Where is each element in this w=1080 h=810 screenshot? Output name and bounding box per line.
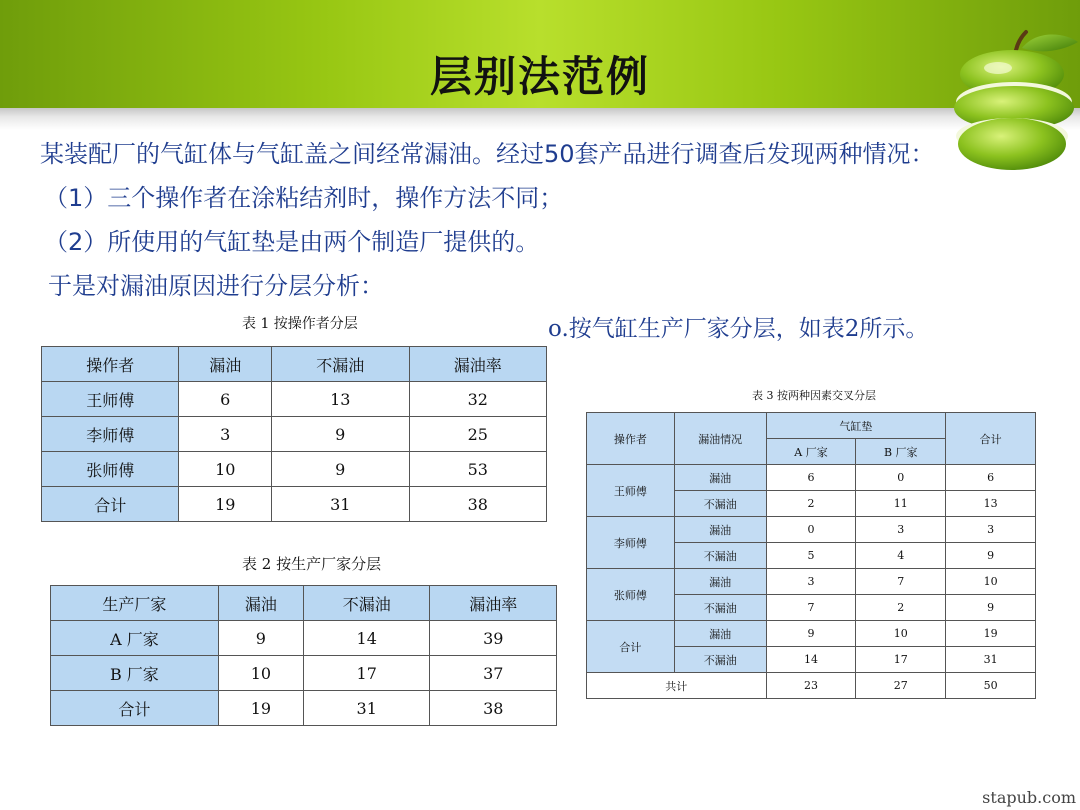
table-cell: 2	[856, 595, 946, 621]
table-cell: 19	[946, 621, 1036, 647]
row-sublabel: 漏油	[674, 517, 766, 543]
banner-shadow	[0, 108, 1080, 130]
row-sublabel: 不漏油	[674, 647, 766, 673]
table-cell: 39	[430, 621, 557, 656]
table-cell: 9	[946, 595, 1036, 621]
table-cell: 14	[766, 647, 856, 673]
table-cell: 10	[946, 569, 1036, 595]
table-cell: 10	[179, 452, 272, 487]
table-row	[42, 452, 547, 487]
table-cross-stratification	[586, 412, 1036, 699]
table-header-cell: A 厂家	[766, 439, 856, 465]
table-header-cell: B 厂家	[856, 439, 946, 465]
table-cell: 23	[766, 673, 856, 699]
table-cell: 7	[766, 595, 856, 621]
table-cell: 17	[856, 647, 946, 673]
intro-text: 某装配厂的气缸体与气缸盖之间经常漏油。经过50套产品进行调查后发现两种情况：	[40, 140, 935, 168]
table-cell: 13	[272, 382, 409, 417]
table-cell: 10	[856, 621, 946, 647]
table-cell: 2	[766, 491, 856, 517]
row-label: 王师傅	[42, 382, 179, 417]
table-cell: 6	[766, 465, 856, 491]
row-sublabel: 不漏油	[674, 595, 766, 621]
table-header-cell: 漏油情况	[674, 413, 766, 465]
row-label: 李师傅	[587, 517, 675, 569]
table-header-cell: 气缸垫	[766, 413, 946, 439]
table-cell: 3	[766, 569, 856, 595]
table-by-manufacturer	[50, 585, 557, 726]
analysis-intro-text: 于是对漏油原因进行分层分析：	[48, 272, 384, 300]
table-row	[51, 656, 557, 691]
row-sublabel: 不漏油	[674, 543, 766, 569]
table-cell: 3	[179, 417, 272, 452]
row-label: 合计	[42, 487, 179, 522]
table-cell: 31	[303, 691, 430, 726]
table-total-row	[587, 673, 1036, 699]
row-label: 合计	[51, 691, 219, 726]
table-cell: 3	[856, 517, 946, 543]
table-cell: 27	[856, 673, 946, 699]
finding-1-text: （1）三个操作者在涂粘结剂时，操作方法不同；	[44, 184, 564, 212]
table-cell: 50	[946, 673, 1036, 699]
slide-title: 层别法范例	[429, 52, 650, 101]
table-cell: 9	[766, 621, 856, 647]
table-header-cell: 漏油	[218, 586, 303, 621]
table-row	[42, 487, 547, 522]
table-header-cell: 漏油率	[430, 586, 557, 621]
table-row	[51, 621, 557, 656]
table-header-cell: 合计	[946, 413, 1036, 465]
table-cell: 5	[766, 543, 856, 569]
table-cell: 14	[303, 621, 430, 656]
row-label: 李师傅	[42, 417, 179, 452]
table-cell: 19	[179, 487, 272, 522]
table-row	[587, 517, 1036, 543]
row-label: A 厂家	[51, 621, 219, 656]
table-header-cell: 不漏油	[303, 586, 430, 621]
table-cell: 4	[856, 543, 946, 569]
table-cell: 13	[946, 491, 1036, 517]
table1-caption: 表 1 按操作者分层	[242, 316, 358, 332]
table-header-row	[42, 347, 547, 382]
table-cell: 37	[430, 656, 557, 691]
table-cell: 38	[409, 487, 547, 522]
row-sublabel: 漏油	[674, 621, 766, 647]
row-sublabel: 不漏油	[674, 491, 766, 517]
table-cell: 31	[946, 647, 1036, 673]
table-row	[51, 691, 557, 726]
table-cell: 25	[409, 417, 547, 452]
row-sublabel: 漏油	[674, 465, 766, 491]
table-header-cell: 漏油	[179, 347, 272, 382]
row-label: 张师傅	[42, 452, 179, 487]
green-apple-icon	[952, 28, 1080, 178]
table-cell: 9	[272, 417, 409, 452]
table-header-cell: 操作者	[42, 347, 179, 382]
finding-2-text: （2）所使用的气缸垫是由两个制造厂提供的。	[44, 228, 540, 256]
table-header-cell: 操作者	[587, 413, 675, 465]
row-label: 张师傅	[587, 569, 675, 621]
table-row	[42, 417, 547, 452]
table-cell: 19	[218, 691, 303, 726]
table-row	[587, 569, 1036, 595]
table-cell: 31	[272, 487, 409, 522]
watermark-text: stapub.com	[982, 788, 1076, 807]
table-cell: 3	[946, 517, 1036, 543]
table-header-cell: 漏油率	[409, 347, 547, 382]
table-header-row	[587, 413, 1036, 439]
table-cell: 9	[272, 452, 409, 487]
table-cell: 0	[856, 465, 946, 491]
table-header-cell: 生产厂家	[51, 586, 219, 621]
table-by-operator	[41, 346, 547, 522]
partial-hidden-text: o.按气缸生产厂家分层，如表2所示。	[548, 316, 929, 342]
table-cell: 7	[856, 569, 946, 595]
row-label: 王师傅	[587, 465, 675, 517]
table-cell: 32	[409, 382, 547, 417]
table-cell: 17	[303, 656, 430, 691]
table-cell: 9	[218, 621, 303, 656]
table-row	[42, 382, 547, 417]
table-cell: 6	[946, 465, 1036, 491]
table2-caption: 表 2 按生产厂家分层	[242, 555, 382, 573]
table-cell: 11	[856, 491, 946, 517]
table-header-row	[51, 586, 557, 621]
table-row	[587, 621, 1036, 647]
table-row	[587, 465, 1036, 491]
table-cell: 53	[409, 452, 547, 487]
grand-total-label: 共计	[587, 673, 767, 699]
table-cell: 10	[218, 656, 303, 691]
table-cell: 0	[766, 517, 856, 543]
table-cell: 9	[946, 543, 1036, 569]
row-label: 合计	[587, 621, 675, 673]
row-sublabel: 漏油	[674, 569, 766, 595]
table-cell: 6	[179, 382, 272, 417]
table-cell: 38	[430, 691, 557, 726]
row-label: B 厂家	[51, 656, 219, 691]
table-header-cell: 不漏油	[272, 347, 409, 382]
table3-caption: 表 3 按两种因素交叉分层	[752, 389, 876, 402]
